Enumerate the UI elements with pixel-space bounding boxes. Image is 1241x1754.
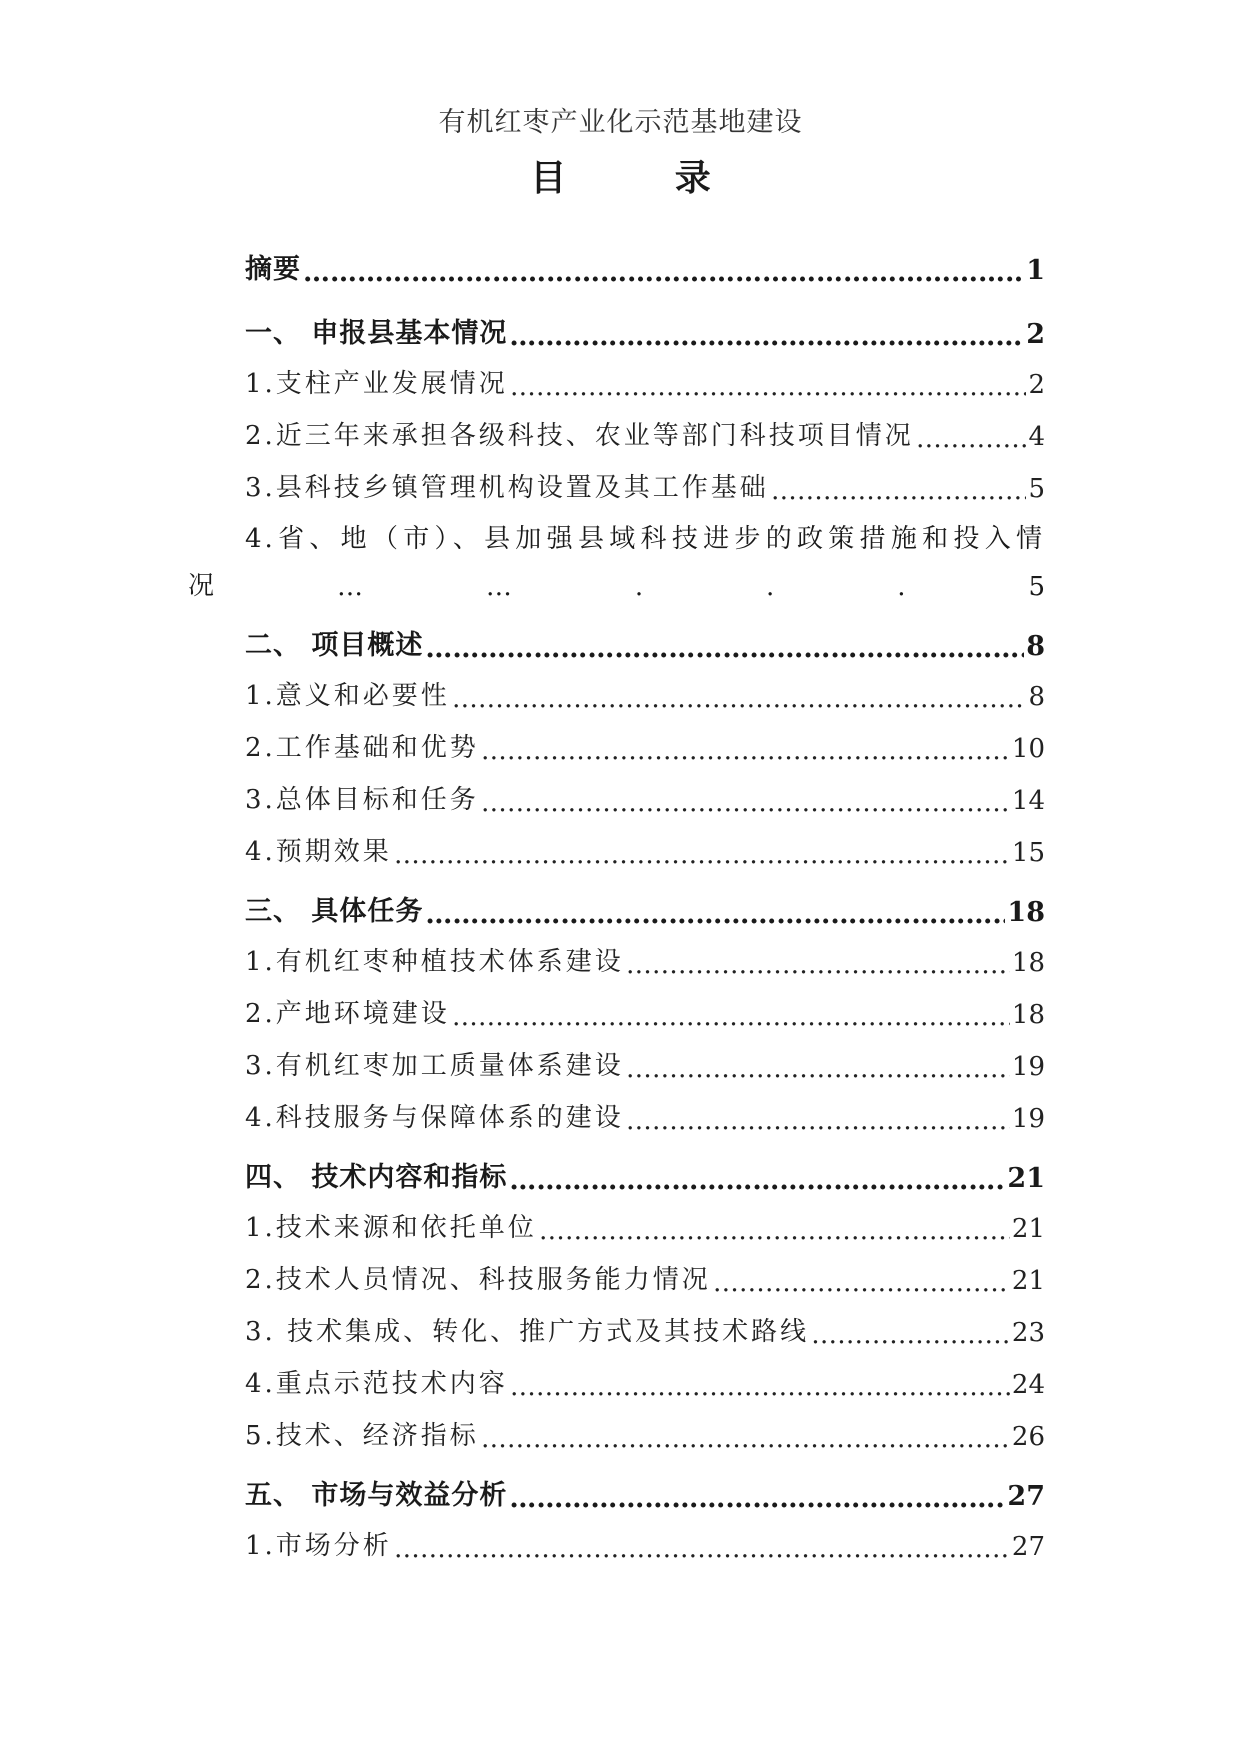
toc-dot-leader (452, 1004, 1010, 1030)
toc-entry-title: 四、 技术内容和指标 (245, 1162, 508, 1193)
toc-entry[interactable] (245, 1308, 1045, 1348)
toc-entry-title: 五、 市场与效益分析 (245, 1480, 508, 1511)
toc-entry-title: 二、 项目概述 (245, 630, 424, 661)
toc-section-4[interactable] (245, 1154, 1045, 1194)
toc-dot-leader (509, 1167, 1005, 1194)
toc-page-number: 14 (1011, 786, 1045, 816)
toc-entry-title: 一、 申报县基本情况 (245, 318, 508, 349)
toc-page-number: 5 (1028, 572, 1045, 602)
toc-entry[interactable] (245, 412, 1045, 452)
toc-page-number: 2 (1028, 370, 1045, 400)
toc-dot-leader: . (897, 572, 906, 602)
toc-entry[interactable] (245, 1360, 1045, 1400)
toc-entry-title: 5.技术、经济指标 (245, 1421, 479, 1451)
toc-section-1[interactable] (245, 310, 1045, 350)
toc-entry[interactable] (245, 1256, 1045, 1296)
toc-entry[interactable] (245, 1412, 1045, 1452)
toc-dot-leader (394, 1536, 1010, 1562)
toc-entry-title: 1.支柱产业发展情况 (245, 369, 508, 399)
toc-page-number: 15 (1011, 838, 1045, 868)
toc-section-2[interactable] (245, 622, 1045, 662)
toc-entry-title: 3.有机红枣加工质量体系建设 (245, 1051, 624, 1081)
toc-page-number: 2 (1026, 319, 1045, 350)
toc-section-5[interactable] (245, 1472, 1045, 1512)
toc-dot-leader (626, 1108, 1010, 1134)
toc-dot-leader (811, 1322, 1010, 1348)
toc-page-number: 18 (1011, 948, 1045, 978)
toc-entry-abstract[interactable] (245, 246, 1045, 286)
toc-page-number: 23 (1011, 1318, 1045, 1348)
toc-dot-leader (510, 374, 1027, 400)
toc-dot-leader (425, 901, 1005, 928)
toc-entry[interactable] (245, 360, 1045, 400)
toc-page-number: 10 (1011, 734, 1045, 764)
toc-page-number: 21 (1007, 1163, 1045, 1194)
toc-page-number: 18 (1011, 1000, 1045, 1030)
toc-entry-title: 2.技术人员情况、科技服务能力情况 (245, 1265, 711, 1295)
toc-entry[interactable] (245, 1522, 1045, 1562)
toc-entry-title: 4.重点示范技术内容 (245, 1369, 508, 1399)
toc-entry[interactable] (245, 828, 1045, 868)
toc-entry-title: 3.县科技乡镇管理机构设置及其工作基础 (245, 473, 769, 503)
toc-entry-title: 摘要 (245, 254, 301, 285)
page-title: 目 录 (530, 157, 759, 199)
toc-entry[interactable] (245, 724, 1045, 764)
toc-entry-title: 4.预期效果 (245, 837, 392, 867)
toc-entry-title-continuation: 况 (188, 571, 215, 601)
toc-entry[interactable] (245, 1094, 1045, 1134)
page-header: 有机红枣产业化示范基地建设 (438, 107, 803, 138)
toc-dot-leader: . (766, 572, 775, 602)
toc-entry[interactable] (245, 776, 1045, 816)
toc-dot-leader (713, 1270, 1010, 1296)
toc-entry-title: 1.有机红枣种植技术体系建设 (245, 947, 624, 977)
toc-entry[interactable] (245, 990, 1045, 1030)
toc-entry-title: 1.意义和必要性 (245, 681, 450, 711)
toc-page-number: 21 (1011, 1266, 1045, 1296)
toc-section-3[interactable] (245, 888, 1045, 928)
toc-dot-leader: . (634, 572, 644, 602)
toc-page-number: 26 (1011, 1422, 1045, 1452)
toc-entry-wrapped-continuation (188, 562, 1045, 602)
toc-page-number: 27 (1011, 1532, 1045, 1562)
toc-entry-title: 4.科技服务与保障体系的建设 (245, 1103, 624, 1133)
toc-dot-leader (425, 635, 1024, 662)
toc-dot-leader (539, 1218, 1010, 1244)
toc-entry-title: 1.市场分析 (245, 1531, 392, 1561)
toc-dot-leader (452, 686, 1027, 712)
toc-dot-leader (626, 952, 1010, 978)
toc-entry-title: 2.近三年来承担各级科技、农业等部门科技项目情况 (245, 421, 914, 451)
toc-entry-wrapped[interactable]: 4.省、地（市）、县加强县域科技进步的政策措施和投入情 (245, 524, 1045, 554)
toc-entry[interactable] (245, 938, 1045, 978)
toc-dot-leader (626, 1056, 1010, 1082)
toc-dot-leader (303, 259, 1024, 286)
toc-entry-title: 三、 具体任务 (245, 896, 424, 927)
toc-dot-leader (481, 790, 1010, 816)
toc-page-number: 27 (1007, 1481, 1045, 1512)
toc-entry-title: 3.总体目标和任务 (245, 785, 479, 815)
toc-page-number: 4 (1028, 422, 1045, 452)
toc-page-number: 1 (1026, 255, 1045, 286)
toc-dot-leader: … (336, 572, 363, 602)
toc-dot-leader (771, 478, 1027, 504)
toc-entry[interactable] (245, 464, 1045, 504)
toc-page-number: 21 (1011, 1214, 1045, 1244)
toc-entry-title: 3. 技术集成、转化、推广方式及其技术路线 (245, 1317, 810, 1347)
toc-dot-leader (509, 323, 1024, 350)
toc-entry[interactable] (245, 1042, 1045, 1082)
toc-dot-leader (510, 1374, 1010, 1400)
toc-entry-title: 2.产地环境建设 (245, 999, 450, 1029)
toc-dot-leader (481, 738, 1010, 764)
toc-dot-leader (509, 1485, 1005, 1512)
toc-entry[interactable] (245, 1204, 1045, 1244)
toc-page-number: 5 (1028, 474, 1045, 504)
toc-page-number: 19 (1011, 1104, 1045, 1134)
toc-entry[interactable] (245, 672, 1045, 712)
toc-page-number: 18 (1007, 897, 1045, 928)
toc-entry-title: 2.工作基础和优势 (245, 733, 479, 763)
toc-dot-leader (916, 426, 1027, 452)
toc-dot-leader (481, 1426, 1010, 1452)
toc-dot-leader: … (485, 572, 512, 602)
toc-dot-leader (394, 842, 1010, 868)
toc-entry-title: 1.技术来源和依托单位 (245, 1213, 537, 1243)
toc-page-number: 8 (1028, 682, 1045, 712)
toc-page-number: 19 (1011, 1052, 1045, 1082)
toc-page-number: 24 (1011, 1370, 1045, 1400)
toc-page-number: 8 (1026, 631, 1045, 662)
